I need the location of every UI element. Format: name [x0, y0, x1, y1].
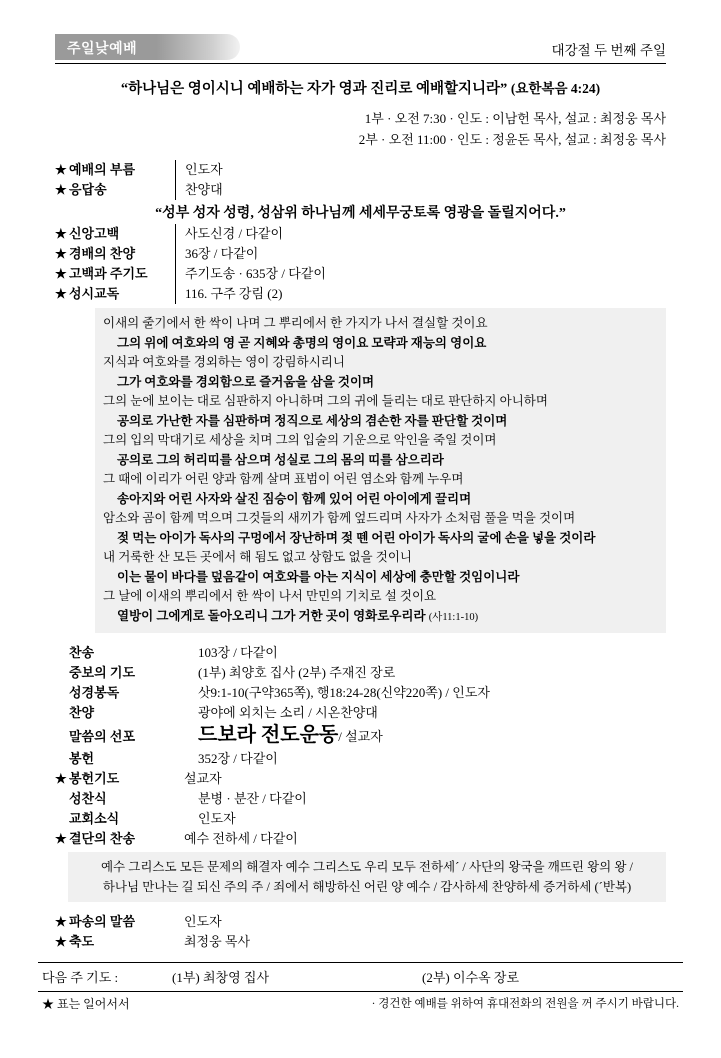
order-label-text: 응답송 — [69, 182, 107, 197]
star-icon: ★ — [55, 831, 67, 846]
liturgical-season-label: 대강절 두 번째 주일 — [551, 43, 666, 58]
order-row — [55, 180, 666, 200]
reading-line: 그 때에 이리가 어린 양과 함께 살며 표범이 어린 염소와 함께 누우며 — [103, 472, 464, 486]
reading-line: 젖 먹는 아이가 독사의 구멍에서 장난하며 젖 뗀 어린 아이가 독사의 굴에 손을 넣을 것이라 — [117, 530, 596, 545]
order-label — [55, 284, 175, 304]
sermon-preacher: / 설교자 — [338, 729, 383, 744]
reading-line: 이는 물이 바다를 덮음같이 여호와를 아는 지식이 세상에 충만할 것임이니라 — [117, 569, 520, 584]
order-label — [55, 829, 175, 849]
star-icon: ★ — [55, 934, 67, 949]
reading-line: 공의로 가난한 자를 심판하며 정직으로 세상의 겸손한 자를 판단할 것이며 — [117, 413, 508, 428]
closing-hymn-lyrics — [68, 852, 666, 902]
reading-line: 그의 위에 여호와의 영 곧 지혜와 총명의 영이요 모략과 재능의 영이요 — [117, 335, 487, 350]
order-label — [55, 912, 175, 932]
order-of-worship-top — [55, 160, 666, 304]
service-time-2: 2부 · 오전 11:00 · 인도 : 정윤돈 목사, 설교 : 최정웅 목사 — [358, 132, 666, 147]
reading-line: 내 거룩한 산 모든 곳에서 해 됨도 없고 상함도 없을 것이니 — [103, 550, 412, 564]
star-icon: ★ — [55, 771, 67, 786]
next-week-prayer-part1: (1부) 최창영 집사 — [172, 970, 270, 985]
order-row — [55, 912, 666, 932]
order-label — [55, 244, 175, 264]
order-label-text: 신앙고백 — [69, 226, 120, 241]
worship-bulletin-page — [0, 34, 721, 1058]
next-week-prayer-label: 다음 주 기도 : — [42, 970, 119, 985]
reading-line: 그가 여호와를 경외함으로 즐거움을 삼을 것이며 — [117, 374, 375, 389]
order-row — [55, 683, 666, 703]
order-label: 성찬식 — [69, 791, 107, 806]
order-of-worship-middle — [55, 643, 666, 849]
order-row — [55, 809, 666, 829]
order-row — [55, 829, 666, 849]
order-row — [55, 284, 666, 304]
star-icon: ★ — [55, 182, 67, 197]
next-week-prayer-part2: (2부) 이수옥 장로 — [422, 970, 520, 985]
footer-divider-top — [38, 962, 683, 963]
reading-line: 공의로 그의 허리띠를 삼으며 성실로 그의 몸의 띠를 삼으리라 — [117, 452, 444, 467]
reading-line: 이새의 줄기에서 한 싹이 나며 그 뿌리에서 한 가지가 나서 결실할 것이요 — [103, 316, 488, 330]
order-label — [55, 160, 175, 180]
order-row — [55, 663, 666, 683]
theme-verse — [55, 77, 666, 98]
order-value: 36장 / 다같이 — [175, 244, 666, 264]
order-label: 찬양 — [69, 705, 95, 720]
reading-line: 지식과 여호와를 경외하는 영이 강림하시리니 — [103, 355, 345, 369]
order-label-text: 고백과 주기도 — [69, 266, 148, 281]
order-value: 예수 전하세 / 다같이 — [184, 831, 298, 846]
reading-line — [103, 607, 658, 628]
page-header — [55, 34, 666, 60]
order-label — [55, 264, 175, 284]
order-value: 인도자 — [184, 914, 222, 929]
hymn-line: 하나님 만나는 길 되신 주의 주 / 죄에서 해방하신 어린 양 예수 / 감사하세 찬양하세 증거하세 (´반복) — [102, 880, 632, 894]
order-row — [55, 932, 666, 952]
order-value: 352장 / 다같이 — [198, 751, 278, 766]
order-label: 중보의 기도 — [69, 665, 136, 680]
order-label: 말씀의 선포 — [69, 729, 136, 744]
order-value: 삿9:1-10(구약365쪽), 행18:24-28(신약220쪽) / 인도자 — [198, 685, 490, 700]
order-label — [55, 224, 175, 244]
reading-line: 그의 눈에 보이는 대로 심판하지 아니하며 그의 귀에 들리는 대로 판단하지 아니하며 — [103, 394, 548, 408]
hymn-line: 예수 그리스도 모든 문제의 해결자 예수 그리스도 우리 모두 전하세´ / 사단의 왕국을 깨뜨린 왕의 왕 / — [100, 860, 634, 874]
order-label-text: 예배의 부름 — [69, 162, 136, 177]
order-row-sermon — [55, 723, 666, 749]
service-type-label: 주일낮예배 — [67, 40, 138, 56]
order-label: 성경봉독 — [69, 685, 120, 700]
reading-line: 암소와 곰이 함께 먹으며 그것들의 새끼가 함께 엎드리며 사자가 소처럼 풀을 먹을 것이며 — [103, 511, 576, 525]
order-value: 사도신경 / 다같이 — [175, 224, 666, 244]
theme-verse-text: “하나님은 영이시니 예배하는 자가 영과 진리로 예배할지니라” — [120, 81, 508, 97]
order-value: 광야에 외치는 소리 / 시온찬양대 — [198, 705, 378, 720]
order-label — [55, 769, 175, 789]
order-label — [55, 180, 175, 200]
order-label: 찬송 — [69, 645, 95, 660]
star-icon: ★ — [55, 246, 67, 261]
order-row — [55, 264, 666, 284]
order-value: 최정웅 목사 — [184, 934, 251, 949]
sermon-title: 드보라 전도운동 — [198, 724, 339, 746]
reading-line: 송아지와 어린 사자와 살진 짐승이 함께 있어 어린 아이에게 끌리며 — [117, 491, 472, 506]
order-row — [55, 160, 666, 180]
order-label-text: 봉헌기도 — [69, 771, 120, 786]
phone-note: · 경건한 예배를 위하여 휴대전화의 전원을 꺼 주시기 바랍니다. — [371, 998, 679, 1010]
order-label-text: 결단의 찬송 — [69, 831, 136, 846]
order-row — [55, 244, 666, 264]
order-value: 인도자 — [175, 160, 666, 180]
order-label: 봉헌 — [69, 751, 95, 766]
order-value: 116. 구주 강림 (2) — [175, 284, 666, 304]
order-label — [55, 932, 175, 952]
order-of-worship-bottom — [55, 912, 666, 952]
next-week-prayer-row — [42, 967, 679, 986]
footer-notes — [42, 995, 679, 1012]
reading-line: 그의 입의 막대기로 세상을 치며 그의 입술의 기운으로 악인을 죽일 것이며 — [103, 433, 497, 447]
order-row — [55, 703, 666, 723]
order-row — [55, 749, 666, 769]
order-label-text: 성시교독 — [69, 286, 120, 301]
order-label: 교회소식 — [69, 811, 120, 826]
order-value: 설교자 — [184, 771, 222, 786]
footer-divider-bottom — [38, 991, 683, 992]
standing-note: ★ 표는 일어서서 — [42, 997, 130, 1011]
service-times — [55, 108, 666, 150]
order-value: 103장 / 다같이 — [198, 645, 278, 660]
order-label-text: 경배의 찬양 — [69, 246, 136, 261]
order-label-text: 파송의 말씀 — [69, 914, 136, 929]
order-row — [55, 224, 666, 244]
reading-line: 그 날에 이새의 뿌리에서 한 싹이 나서 만민의 기치로 설 것이요 — [103, 589, 437, 603]
reading-reference: (사11:1-10) — [428, 611, 479, 623]
reading-line-text: 열방이 그에게로 돌아오리니 그가 거한 곳이 영화로우리라 — [117, 608, 426, 623]
header-divider — [55, 63, 666, 64]
order-row — [55, 789, 666, 809]
order-value: (1부) 최양호 집사 (2부) 주재진 장로 — [198, 665, 396, 680]
order-value: 인도자 — [198, 811, 236, 826]
order-label-text: 축도 — [69, 934, 95, 949]
responsive-reading-block — [95, 308, 666, 633]
order-row — [55, 643, 666, 663]
order-value: 찬양대 — [175, 180, 666, 200]
star-icon: ★ — [55, 226, 67, 241]
order-value — [189, 723, 666, 749]
star-icon: ★ — [55, 266, 67, 281]
theme-verse-reference: (요한복음 4:24) — [510, 81, 601, 96]
order-value: 분병 · 분잔 / 다같이 — [198, 791, 307, 806]
order-row — [55, 769, 666, 789]
star-icon: ★ — [55, 286, 67, 301]
star-icon: ★ — [55, 162, 67, 177]
service-time-1: 1부 · 오전 7:30 · 인도 : 이남헌 목사, 설교 : 최정웅 목사 — [364, 111, 666, 126]
star-icon: ★ — [55, 914, 67, 929]
doxology-text: “성부 성자 성령, 성삼위 하나님께 세세무궁토록 영광을 돌릴지어다.” — [155, 206, 566, 221]
order-value: 주기도송 · 635장 / 다같이 — [175, 264, 666, 284]
